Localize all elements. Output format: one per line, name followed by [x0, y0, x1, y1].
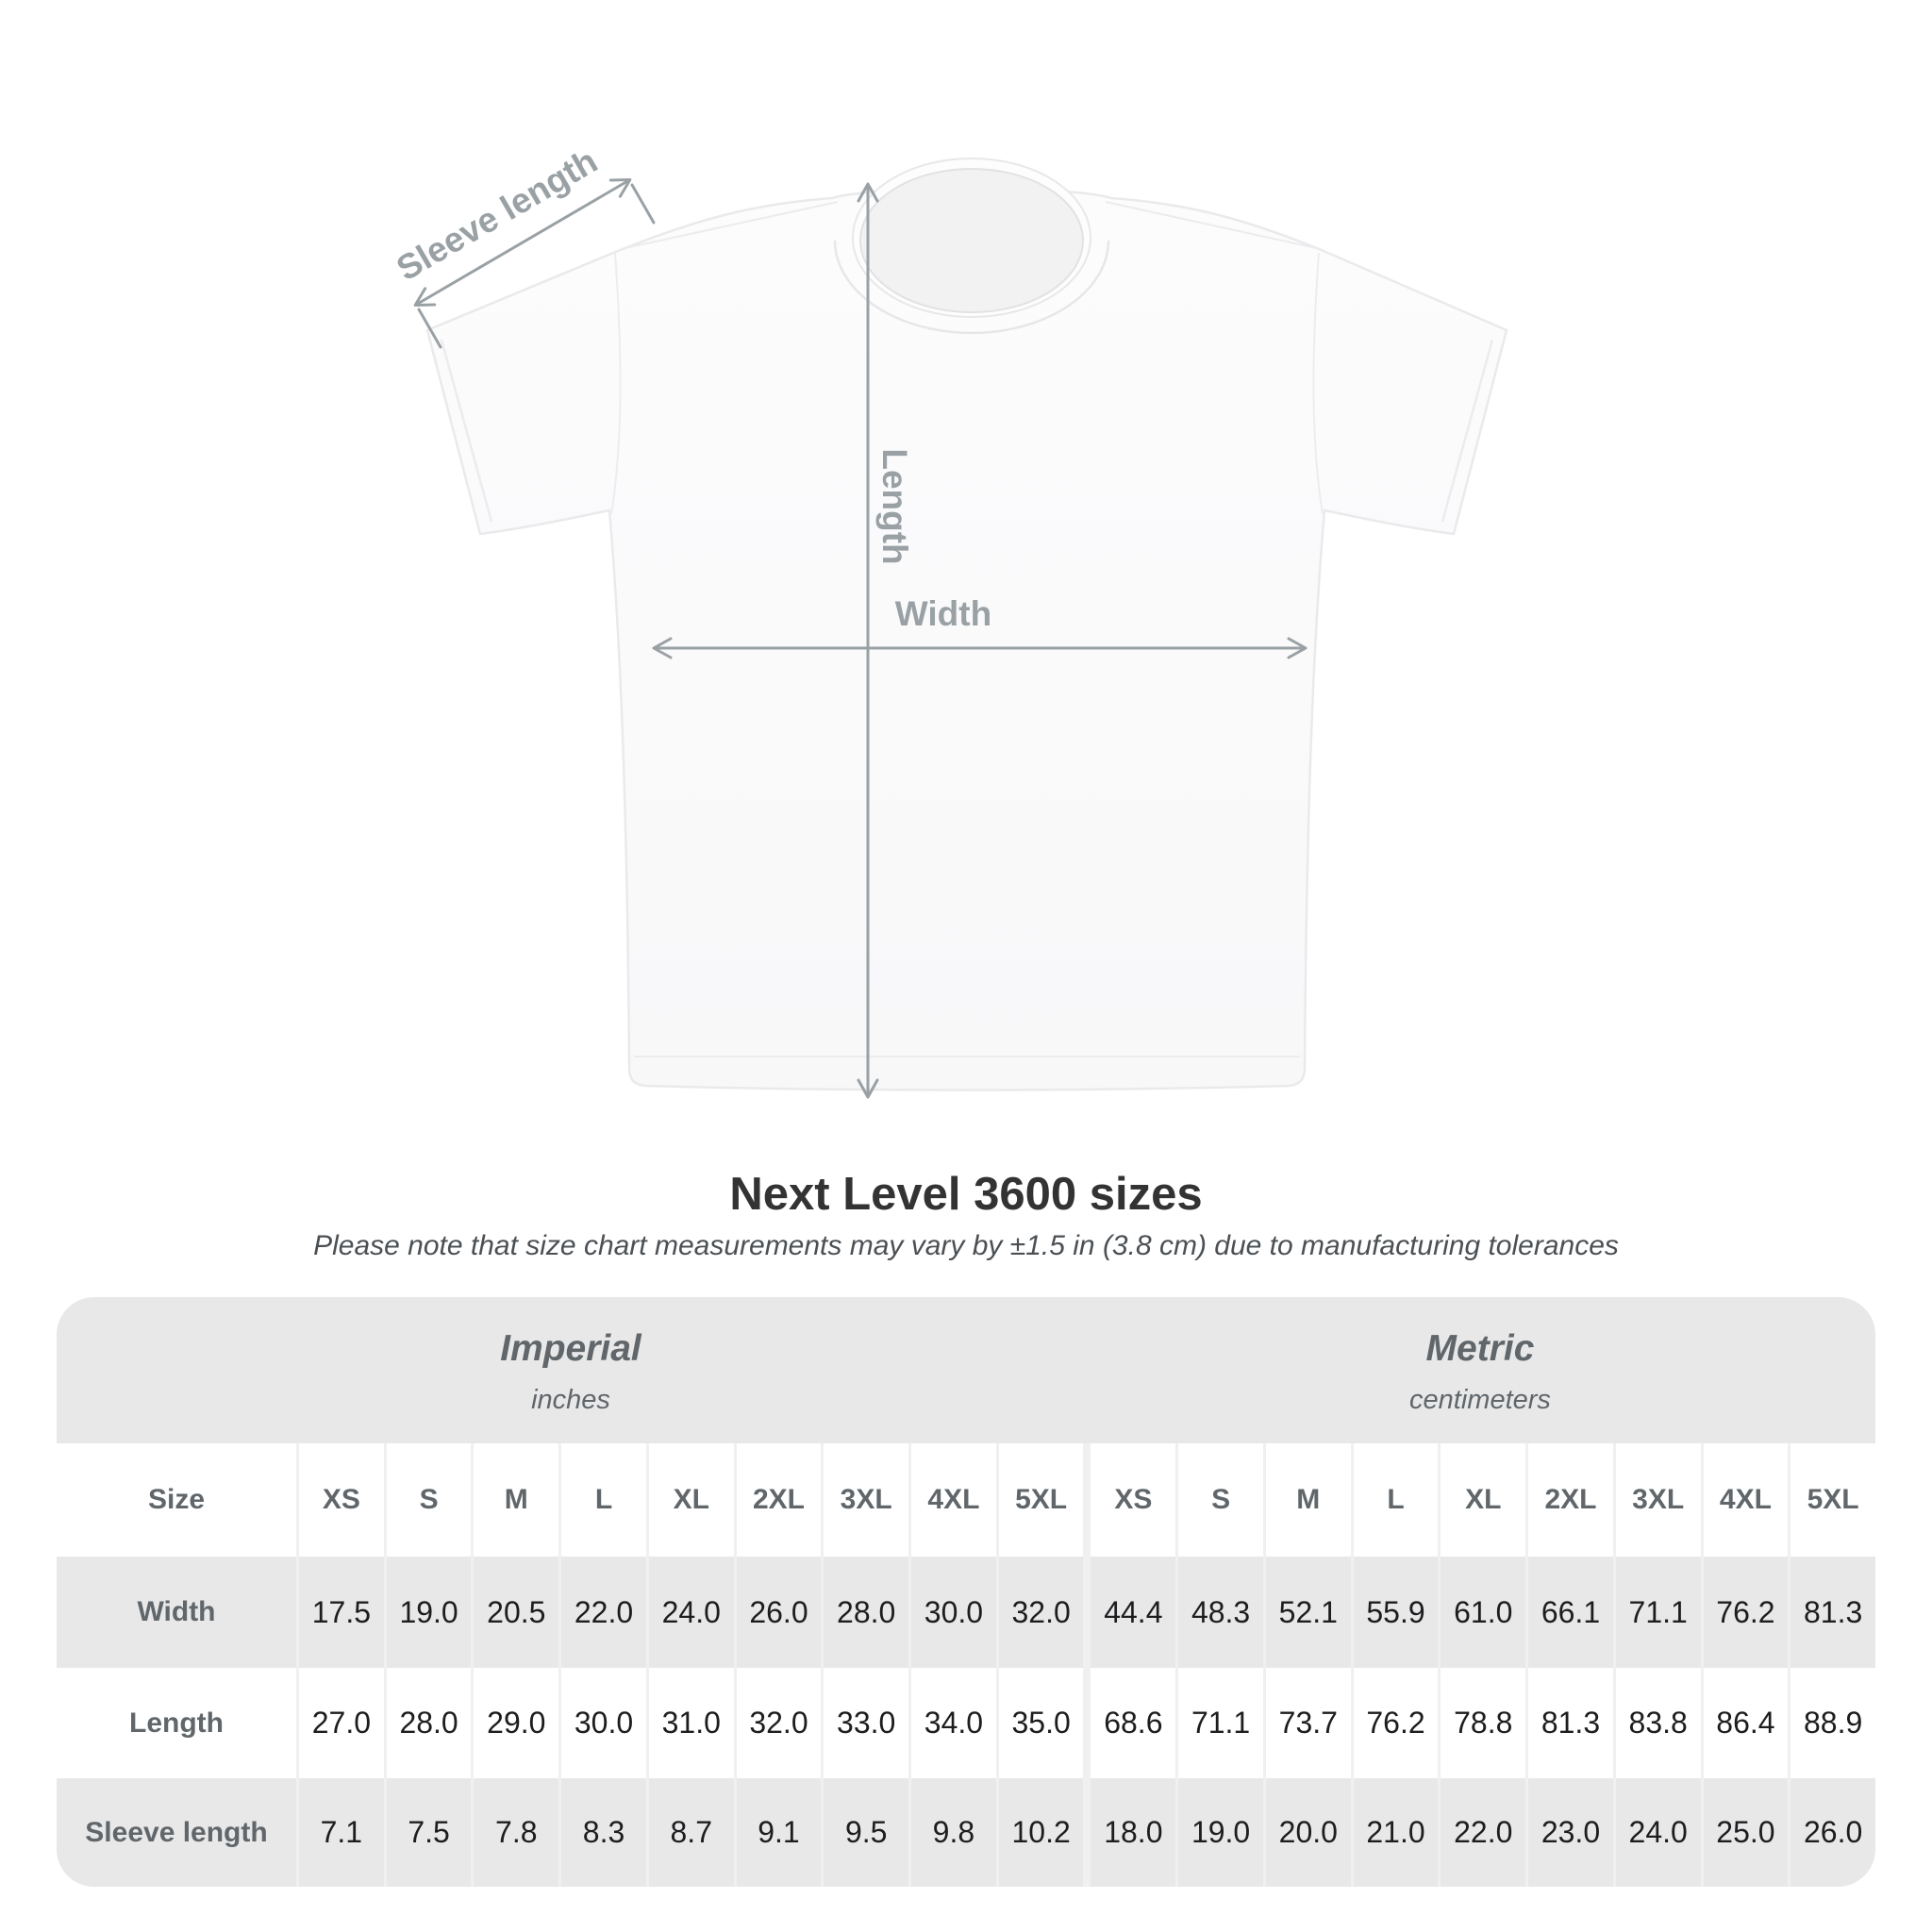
table-cell: 23.0	[1528, 1778, 1613, 1887]
table-cell: 32.0	[999, 1557, 1084, 1668]
size-col-header: 3XL	[1616, 1443, 1701, 1557]
size-corner-header: Size	[57, 1443, 296, 1557]
table-cell: 26.0	[1790, 1778, 1875, 1887]
table-cell: 9.5	[824, 1778, 908, 1887]
group-divider	[1086, 1668, 1088, 1778]
size-col-header: XL	[1441, 1443, 1525, 1557]
table-cell: 28.0	[387, 1668, 472, 1778]
group-divider	[1086, 1778, 1088, 1887]
table-cell: 26.0	[737, 1557, 822, 1668]
sleeve-arrow-tick-top	[632, 185, 654, 223]
table-cell: 7.1	[299, 1778, 384, 1887]
table-cell: 33.0	[824, 1668, 908, 1778]
row-label-length: Length	[57, 1668, 296, 1778]
table-cell: 28.0	[824, 1557, 908, 1668]
size-col-header: 2XL	[1528, 1443, 1613, 1557]
table-cell: 52.1	[1266, 1557, 1351, 1668]
metric-group-header	[1085, 1297, 1875, 1443]
table-cell: 29.0	[474, 1668, 558, 1778]
row-label-width: Width	[57, 1557, 296, 1668]
table-cell: 20.0	[1266, 1778, 1351, 1887]
length-label: Length	[875, 448, 914, 565]
metric-unit: centimeters	[1409, 1385, 1551, 1415]
page-title: Next Level 3600 sizes	[729, 1169, 1203, 1220]
table-cell: 76.2	[1354, 1668, 1439, 1778]
table-cell: 71.1	[1616, 1557, 1701, 1668]
sleeve-length-label: Sleeve length	[390, 141, 605, 289]
group-divider	[1086, 1443, 1088, 1557]
size-col-header: S	[1178, 1443, 1263, 1557]
size-col-header: M	[474, 1443, 558, 1557]
size-col-header: S	[387, 1443, 472, 1557]
size-col-header: 4XL	[911, 1443, 996, 1557]
size-col-header: XS	[1091, 1443, 1175, 1557]
table-cell: 34.0	[911, 1668, 996, 1778]
table-cell: 9.8	[911, 1778, 996, 1887]
table-cell: 66.1	[1528, 1557, 1613, 1668]
table-cell: 73.7	[1266, 1668, 1351, 1778]
table-cell: 61.0	[1441, 1557, 1525, 1668]
size-col-header: L	[1354, 1443, 1439, 1557]
metric-label: Metric	[1425, 1328, 1535, 1369]
size-col-header: M	[1266, 1443, 1351, 1557]
table-cell: 8.3	[561, 1778, 646, 1887]
table-cell: 7.5	[387, 1778, 472, 1887]
table-cell: 20.5	[474, 1557, 558, 1668]
group-divider	[1086, 1557, 1088, 1668]
size-col-header: 3XL	[824, 1443, 908, 1557]
table-cell: 68.6	[1091, 1668, 1175, 1778]
table-cell: 35.0	[999, 1668, 1084, 1778]
width-label: Width	[894, 594, 992, 633]
table-cell: 48.3	[1178, 1557, 1263, 1668]
table-cell: 22.0	[561, 1557, 646, 1668]
table-cell: 81.3	[1790, 1557, 1875, 1668]
size-col-header: 5XL	[999, 1443, 1084, 1557]
size-col-header: 4XL	[1704, 1443, 1789, 1557]
table-cell: 76.2	[1704, 1557, 1789, 1668]
table-cell: 55.9	[1354, 1557, 1439, 1668]
table-cell: 83.8	[1616, 1668, 1701, 1778]
table-cell: 88.9	[1790, 1668, 1875, 1778]
table-cell: 18.0	[1091, 1778, 1175, 1887]
table-cell: 86.4	[1704, 1668, 1789, 1778]
table-cell: 27.0	[299, 1668, 384, 1778]
table-cell: 8.7	[649, 1778, 734, 1887]
imperial-group-header	[57, 1297, 1085, 1443]
table-cell: 30.0	[911, 1557, 996, 1668]
imperial-label: Imperial	[500, 1328, 641, 1369]
table-cell: 71.1	[1178, 1668, 1263, 1778]
table-cell: 81.3	[1528, 1668, 1613, 1778]
tolerance-note: Please note that size chart measurements may vary by ±1.5 in (3.8 cm) due to manufacturing tolerances	[313, 1230, 1619, 1261]
table-cell: 9.1	[737, 1778, 822, 1887]
unit-group-band	[57, 1297, 1875, 1443]
table-cell: 21.0	[1354, 1778, 1439, 1887]
table-cell: 19.0	[1178, 1778, 1263, 1887]
size-col-header: 2XL	[737, 1443, 822, 1557]
table-cell: 44.4	[1091, 1557, 1175, 1668]
table-cell: 24.0	[1616, 1778, 1701, 1887]
table-cell: 32.0	[737, 1668, 822, 1778]
table-cell: 25.0	[1704, 1778, 1789, 1887]
table-cell: 22.0	[1441, 1778, 1525, 1887]
table-cell: 31.0	[649, 1668, 734, 1778]
size-col-header: L	[561, 1443, 646, 1557]
size-col-header: 5XL	[1790, 1443, 1875, 1557]
table-cell: 7.8	[474, 1778, 558, 1887]
table-cell: 10.2	[999, 1778, 1084, 1887]
table-cell: 17.5	[299, 1557, 384, 1668]
imperial-unit: inches	[531, 1385, 610, 1415]
table-cell: 78.8	[1441, 1668, 1525, 1778]
size-col-header: XL	[649, 1443, 734, 1557]
size-col-header: XS	[299, 1443, 384, 1557]
table-cell: 19.0	[387, 1557, 472, 1668]
table-cell: 24.0	[649, 1557, 734, 1668]
table-cell: 30.0	[561, 1668, 646, 1778]
collar-opening	[860, 169, 1083, 312]
row-label-sleeve-length: Sleeve length	[57, 1778, 296, 1887]
size-chart-table	[57, 1297, 1875, 1887]
